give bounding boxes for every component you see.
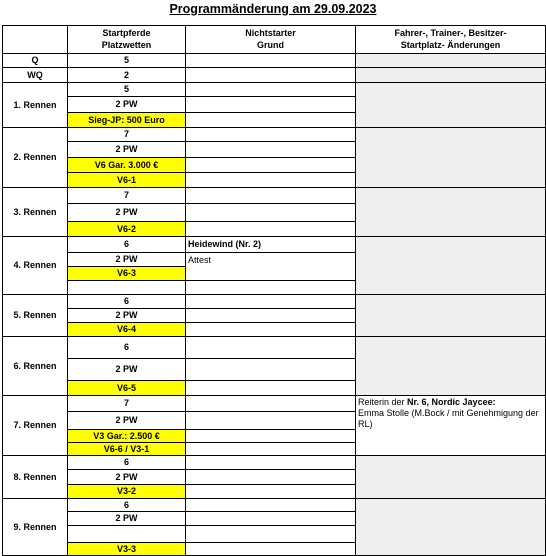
nonstarter-cell [186,381,356,396]
nonstarter-cell [186,396,356,412]
nonstarter-cell [186,68,356,83]
table-row [3,295,546,309]
change-note-detail: Emma Stolle (M.Bock / mit Genehmigung der RL) [358,408,539,429]
starters-count: 6 [68,499,186,512]
nonstarter-cell [186,128,356,142]
header-starters-line1: Startpferde [102,28,151,38]
bet-leg-badge: V6-2 [68,222,186,237]
program-table [2,25,546,556]
nonstarter-cell [186,309,356,323]
changes-cell [356,83,546,128]
table-row [3,68,546,83]
changes-cell [356,54,546,68]
table-row [3,237,546,253]
nonstarter-cell [186,412,356,430]
table-row [3,499,546,512]
race-label: 9. Rennen [3,499,68,556]
changes-cell [356,188,546,237]
starters-count: 6 [68,237,186,253]
race-label: 1. Rennen [3,83,68,128]
placebets-count: 2 PW [68,359,186,381]
table-header-row [3,26,546,54]
placebets-count: 2 PW [68,309,186,323]
table-row [3,83,546,97]
nonstarter-name: Heidewind (Nr. 2) [186,237,356,253]
header-starters [68,26,186,54]
header-starters-line2: Platzwetten [101,40,152,50]
race-label: 2. Rennen [3,128,68,188]
race-label: 6. Rennen [3,337,68,396]
nonstarter-cell [186,188,356,204]
starters-count: 5 [68,54,186,68]
nonstarter-cell [186,281,356,295]
table-row [3,456,546,470]
nonstarter-cell [186,142,356,158]
nonstarter-cell [186,499,356,512]
nonstarter-cell [186,430,356,443]
bet-leg-badge: V6-5 [68,381,186,396]
table-row [3,396,546,412]
guarantee-badge: V6 Gar. 3.000 € [68,158,186,173]
bet-leg-badge: V6-4 [68,323,186,337]
changes-cell [356,237,546,295]
nonstarter-cell [186,359,356,381]
race-label: 8. Rennen [3,456,68,499]
starters-count: 6 [68,295,186,309]
nonstarter-cell [186,456,356,470]
guarantee-badge: V3 Gar.: 2.500 € [68,430,186,443]
changes-cell [356,499,546,556]
race-label: WQ [3,68,68,83]
nonstarter-cell [186,323,356,337]
nonstarter-cell [186,470,356,485]
bet-leg-badge: V6-6 / V3-1 [68,443,186,456]
table-row [3,54,546,68]
nonstarter-cell [186,204,356,222]
nonstarter-cell [186,97,356,113]
changes-cell [356,68,546,83]
table-row [3,337,546,359]
nonstarter-cell [186,222,356,237]
bet-leg-badge: V6-3 [68,267,186,281]
table-row [3,128,546,142]
nonstarter-cell [186,443,356,456]
changes-cell [356,337,546,396]
nonstarter-cell [186,337,356,359]
header-nonstarters-line2: Grund [257,40,284,50]
placebets-count: 2 PW [68,470,186,485]
change-note [356,396,546,456]
empty-cell [68,281,186,295]
placebets-count: 2 PW [68,142,186,158]
nonstarter-cell [186,526,356,543]
change-note-prefix: Reiterin der [358,397,408,407]
header-changes-line1: Fahrer-, Trainer-, Besitzer- [394,28,507,38]
bet-leg-badge: V6-1 [68,173,186,188]
nonstarter-cell [186,173,356,188]
header-changes [356,26,546,54]
starters-count: 6 [68,456,186,470]
starters-count: 7 [68,188,186,204]
race-label: 4. Rennen [3,237,68,295]
header-empty-cell [3,26,68,54]
changes-cell [356,128,546,188]
changes-cell [356,295,546,337]
nonstarter-cell [186,295,356,309]
nonstarter-cell [186,485,356,499]
starters-count: 2 [68,68,186,83]
bet-leg-badge: V3-2 [68,485,186,499]
starters-count: 7 [68,128,186,142]
change-note-horse: Nr. 6, Nordic Jaycee: [407,397,496,407]
starters-count: 7 [68,396,186,412]
jackpot-badge: Sieg-JP: 500 Euro [68,113,186,128]
nonstarter-cell [186,113,356,128]
placebets-count: 2 PW [68,512,186,526]
header-nonstarters [186,26,356,54]
nonstarter-cell [186,83,356,97]
placebets-count: 2 PW [68,412,186,430]
header-nonstarters-line1: Nichtstarter [245,28,296,38]
race-label: 5. Rennen [3,295,68,337]
starters-count: 6 [68,337,186,359]
nonstarter-cell [186,54,356,68]
placebets-count: 2 PW [68,253,186,267]
placebets-count: 2 PW [68,97,186,113]
nonstarter-cell [186,543,356,556]
nonstarter-cell [186,512,356,526]
table-row [3,188,546,204]
race-label: 3. Rennen [3,188,68,237]
nonstarter-cell [186,158,356,173]
race-label: 7. Rennen [3,396,68,456]
changes-cell [356,456,546,499]
bet-leg-badge: V3-3 [68,543,186,556]
starters-count: 5 [68,83,186,97]
nonstarter-reason: Attest [186,253,356,281]
placebets-count: 2 PW [68,204,186,222]
header-changes-line2: Startplatz- Änderungen [400,40,501,50]
empty-cell [68,526,186,543]
page-title: Programmänderung am 29.09.2023 [169,2,377,16]
race-label: Q [3,54,68,68]
